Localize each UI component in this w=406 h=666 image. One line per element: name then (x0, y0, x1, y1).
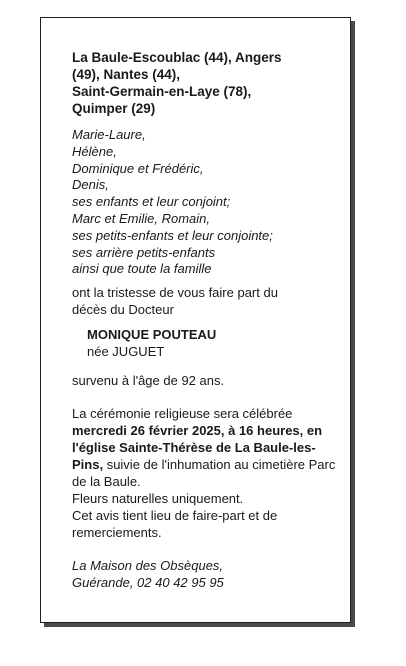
funeral-home-phone: Guérande, 02 40 42 95 95 (72, 575, 224, 591)
family-line: Dominique et Frédéric, (72, 160, 204, 176)
maiden-name: née JUGUET (87, 344, 165, 360)
locations-heading: La Baule-Escoublac (44), Angers (49), Nantes (44), Saint-Germain-en-Laye (78), Quimper (29) (72, 50, 282, 116)
family-line: Hélène, (72, 143, 117, 159)
announcement-line: décès du Docteur (72, 302, 174, 318)
deceased-name: MONIQUE POUTEAU (87, 327, 217, 343)
thanks-line: Cet avis tient lieu de faire-part et de remerciements. (72, 508, 278, 541)
deceased-block (72, 326, 337, 360)
funeral-home-signature (72, 557, 337, 591)
announcement-line: ont la tristesse de vous faire part du (72, 285, 278, 301)
ceremony-burial: suivie de l'inhumation au cimetière Parc de la Baule. (72, 457, 336, 490)
family-line: ainsi que toute la famille (72, 261, 212, 277)
family-line: ses petits-enfants et leur conjointe; (72, 227, 273, 243)
announcement (72, 284, 337, 318)
age-line: survenu à l'âge de 92 ans. (72, 373, 225, 389)
ceremony-date-place: mercredi 26 février 2025, à 16 heures, en l'église Sainte-Thérèse de La Baule-les-Pins, (72, 423, 323, 473)
family-line: ses enfants et leur conjoint; (72, 194, 231, 210)
family-line: Denis, (72, 177, 109, 193)
notice-content (72, 49, 337, 591)
family-line: Marie-Laure, (72, 127, 146, 142)
flowers-line: Fleurs naturelles uniquement. (72, 491, 244, 507)
ceremony-intro: La cérémonie religieuse sera célébrée (72, 406, 293, 422)
family-line: ses arrière petits-enfants (72, 244, 216, 260)
family-list (72, 127, 337, 278)
family-line: Marc et Emilie, Romain, (72, 210, 210, 226)
funeral-home-name: La Maison des Obsèques, (72, 558, 224, 574)
ceremony-paragraph (72, 405, 337, 490)
obituary-notice (40, 17, 351, 623)
